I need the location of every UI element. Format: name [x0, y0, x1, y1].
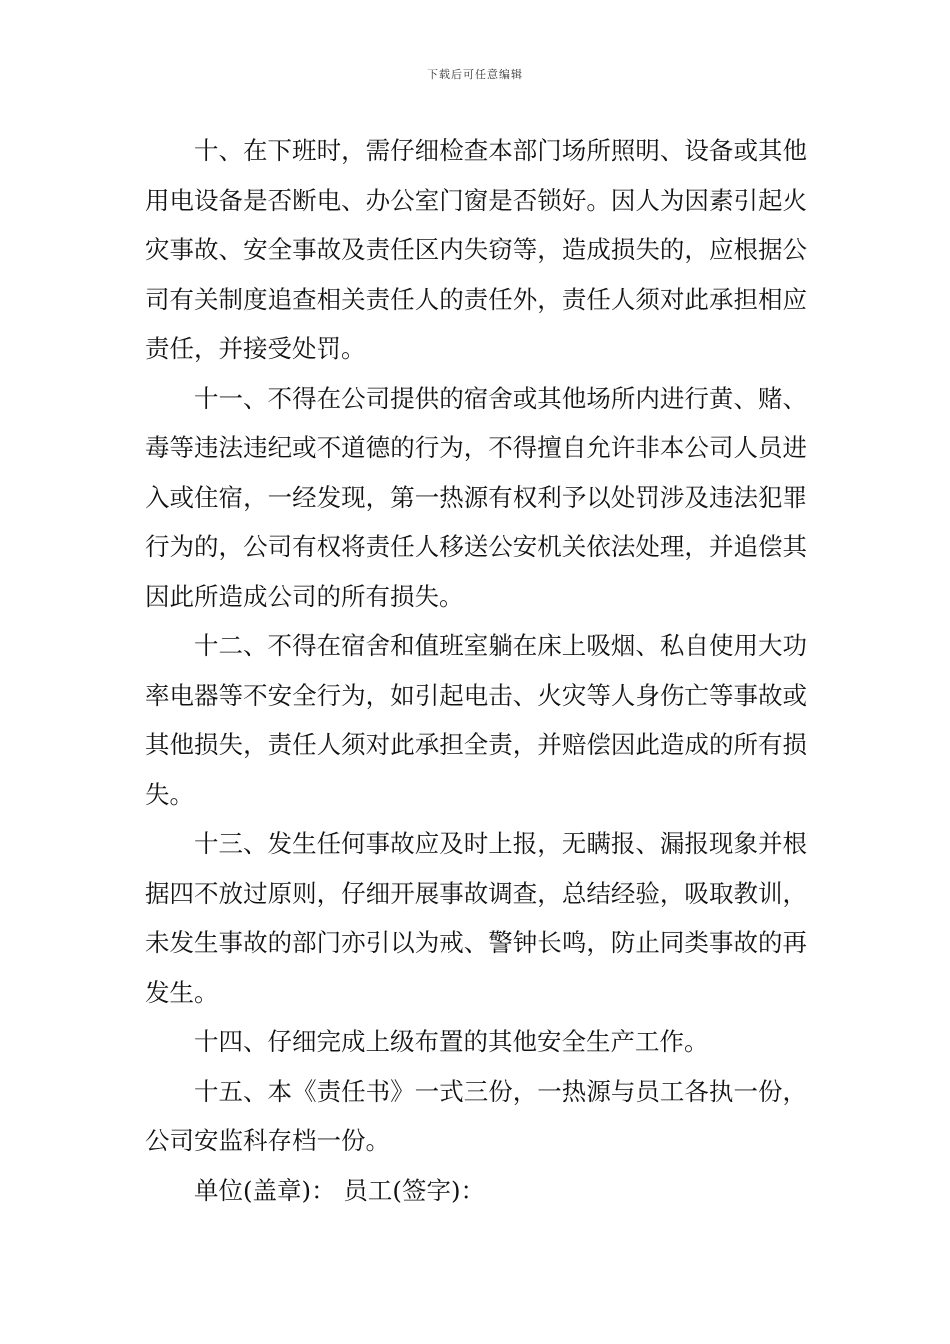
signature-line: [145, 1166, 807, 1216]
unit-seal-label: 单位(盖章)：: [194, 1175, 336, 1205]
document-body: [145, 126, 807, 1215]
clause-14: 十四、仔细完成上级布置的其他安全生产工作。: [194, 1027, 709, 1056]
clause-15: 十五、本《责任书》一式三份，一热源与员工各执一份，公司安监科存档一份。: [145, 1076, 807, 1155]
employee-signature-label: 员工(签字)：: [343, 1175, 486, 1205]
clause-10: 十、在下班时，需仔细检查本部门场所照明、设备或其他用电设备是否断电、办公室门窗是否锁好。因人为因素引起火灾事故、安全事故及责任区内失窃等，造成损失的，应根据公司有关制度追查相关责任人的责任外，责任人须对此承担相应责任，并接受处罚。: [145, 136, 807, 363]
clause-11: 十一、不得在公司提供的宿舍或其他场所内进行黄、赌、毒等违法违纪或不道德的行为，不得擅自允许非本公司人员进入或住宿，一经发现，第一热源有权利予以处罚涉及违法犯罪行为的，公司有权将责任人移送公安机关依法处理，并追偿其因此所造成公司的所有损失。: [145, 383, 807, 611]
clause-13: 十三、发生任何事故应及时上报，无瞒报、漏报现象并根据四不放过原则，仔细开展事故调查，总结经验，吸取教训，未发生事故的部门亦引以为戒、警钟长鸣，防止同类事故的再发生。: [145, 829, 807, 1007]
page-header: 下载后可任意编辑: [427, 68, 523, 81]
clause-12: 十二、不得在宿舍和值班室躺在床上吸烟、私自使用大功率电器等不安全行为，如引起电击、火灾等人身伤亡等事故或其他损失，责任人须对此承担全责，并赔偿因此造成的所有损失。: [145, 631, 807, 809]
